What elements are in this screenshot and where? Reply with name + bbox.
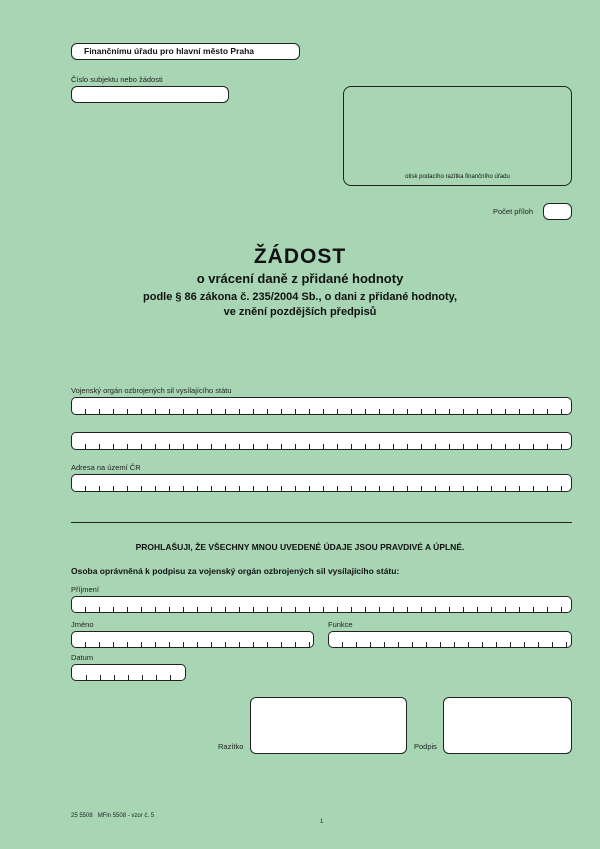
stamp-caption: otisk podacího razítka finančního úřadu [405,174,510,180]
declaration-statement: PROHLAŠUJI, ŽE VŠECHNY MNOU UVEDENÉ ÚDAJE JSOU PRAVDIVÉ A ÚPLNÉ. [135,542,465,552]
name-field[interactable] [71,631,314,648]
military-body-field-2[interactable] [71,432,572,450]
attachments-label: Počet příloh [493,207,534,216]
signatory-heading: Osoba oprávněná k podpisu za vojenský orgán ozbrojených sil vysílajícího státu: [71,566,400,576]
tax-office-text: Finančnímu úřadu pro hlavní město Praha [84,46,255,56]
function-field[interactable] [328,631,572,648]
page-number: 1 [320,819,324,825]
date-field[interactable] [71,664,186,681]
surname-field[interactable] [71,596,572,613]
surname-label: Příjmení [71,585,99,594]
signature-label: Podpis [414,742,437,751]
subject-number-field[interactable] [71,86,229,103]
stamp-label: Razítko [218,742,244,751]
stamp-area [343,86,572,186]
military-body-field-1[interactable] [71,397,572,415]
stamp-field[interactable] [250,697,407,754]
military-body-label: Vojenský orgán ozbrojených sil vysílajícího státu [71,386,232,395]
divider [71,522,572,523]
signature-field[interactable] [443,697,572,754]
date-label: Datum [71,653,94,662]
form-subtitle-2: podle § 86 zákona č. 235/2004 Sb., o dani z přidané hodnoty, [143,291,457,303]
form-subtitle-1: o vrácení daně z přidané hodnoty [196,271,404,286]
subject-number-label: Číslo subjektu nebo žádosti [71,75,163,84]
attachments-field[interactable] [543,203,572,220]
address-field[interactable] [71,474,572,492]
address-label: Adresa na území ČR [71,463,141,472]
tax-office-box [71,43,300,60]
form-code: 25 5508 MFin 5508 - vzor č. 5 [71,813,155,819]
form-subtitle-3: ve znění pozdějších předpisů [223,306,377,318]
function-label: Funkce [328,620,353,629]
form-title: ŽÁDOST [253,245,347,268]
name-label: Jméno [71,620,94,629]
